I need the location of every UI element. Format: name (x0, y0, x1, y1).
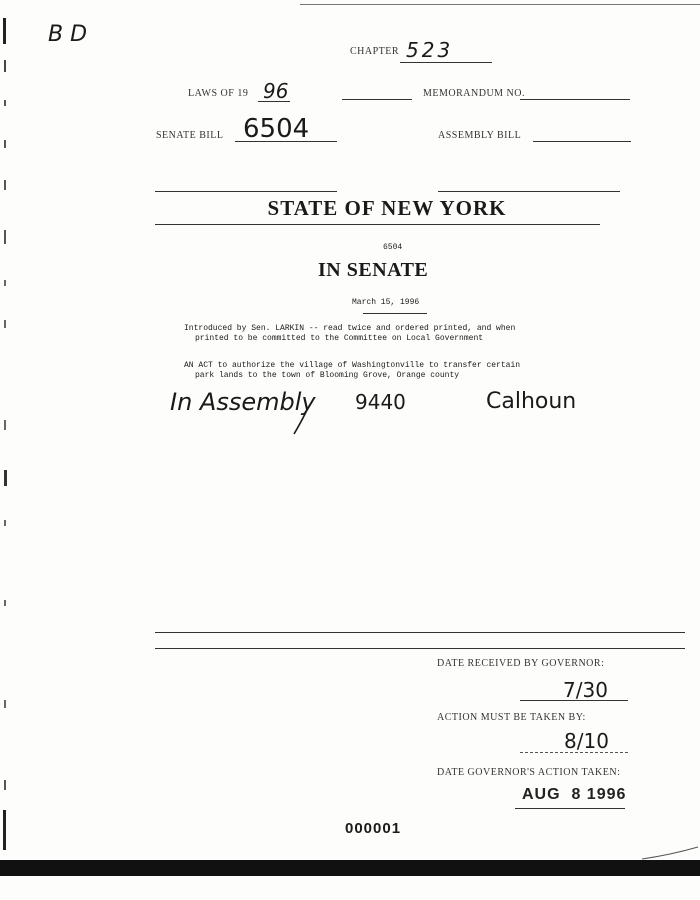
page-number: 000001 (345, 820, 402, 837)
introduced-line-1: Introduced by Sen. LARKIN -- read twice and ordered printed, and when (184, 324, 516, 333)
state-title: STATE OF NEW YORK (267, 196, 507, 220)
laws-year: 96 (263, 79, 289, 103)
action-taken-label: DATE GOVERNOR'S ACTION TAKEN: (437, 767, 621, 778)
assembly-note-text: In Assembly (170, 388, 316, 416)
footer-rule-2 (155, 648, 685, 649)
bill-number-small: 6504 (383, 243, 403, 252)
scan-edge-marks (0, 0, 18, 900)
action-taken-underline (515, 808, 625, 809)
assembly-note-number: 9440 (355, 390, 406, 414)
scan-top-line (300, 4, 700, 5)
date-received-label: DATE RECEIVED BY GOVERNOR: (437, 658, 605, 669)
date-received-value: 7/30 (563, 678, 608, 702)
footer-rule-1 (155, 632, 685, 633)
introduction-date: March 15, 1996 (352, 298, 420, 307)
header-rule-right (438, 191, 620, 192)
chapter-underline (400, 62, 492, 63)
laws-label: LAWS OF 19 (188, 88, 249, 99)
assembly-bill-underline (533, 141, 631, 142)
memorandum-blank-left (342, 99, 412, 100)
action-taken-stamp: AUG 8 1996 (522, 786, 627, 803)
scan-bottom-band (0, 860, 700, 876)
state-title-rule (155, 224, 600, 225)
senate-bill-number: 6504 (243, 114, 310, 144)
header-rule-left (155, 191, 337, 192)
laws-underline (258, 101, 290, 102)
date-rule (363, 313, 427, 314)
chamber-title: IN SENATE (318, 259, 429, 281)
introduced-line-2: printed to be committed to the Committee on Local Government (195, 334, 484, 343)
action-by-label: ACTION MUST BE TAKEN BY: (437, 712, 586, 723)
handwritten-stroke (292, 410, 308, 436)
action-by-underline (520, 752, 628, 753)
assembly-note-sponsor: Calhoun (486, 389, 577, 414)
action-by-value: 8/10 (564, 729, 609, 753)
act-line-2: park lands to the town of Blooming Grove, Orange county (195, 371, 460, 380)
senate-bill-underline (235, 141, 337, 142)
memorandum-label: MEMORANDUM NO. (423, 88, 526, 99)
assembly-bill-label: ASSEMBLY BILL (438, 130, 522, 141)
chapter-label: CHAPTER (350, 46, 400, 57)
scan-corner-mark (640, 845, 700, 861)
chapter-number: 523 (406, 38, 454, 62)
memorandum-underline (520, 99, 630, 100)
act-line-1: AN ACT to authorize the village of Washingtonville to transfer certain (184, 361, 521, 370)
date-received-underline (520, 700, 628, 701)
corner-initials: B D (48, 22, 88, 47)
senate-bill-label: SENATE BILL (156, 130, 224, 141)
